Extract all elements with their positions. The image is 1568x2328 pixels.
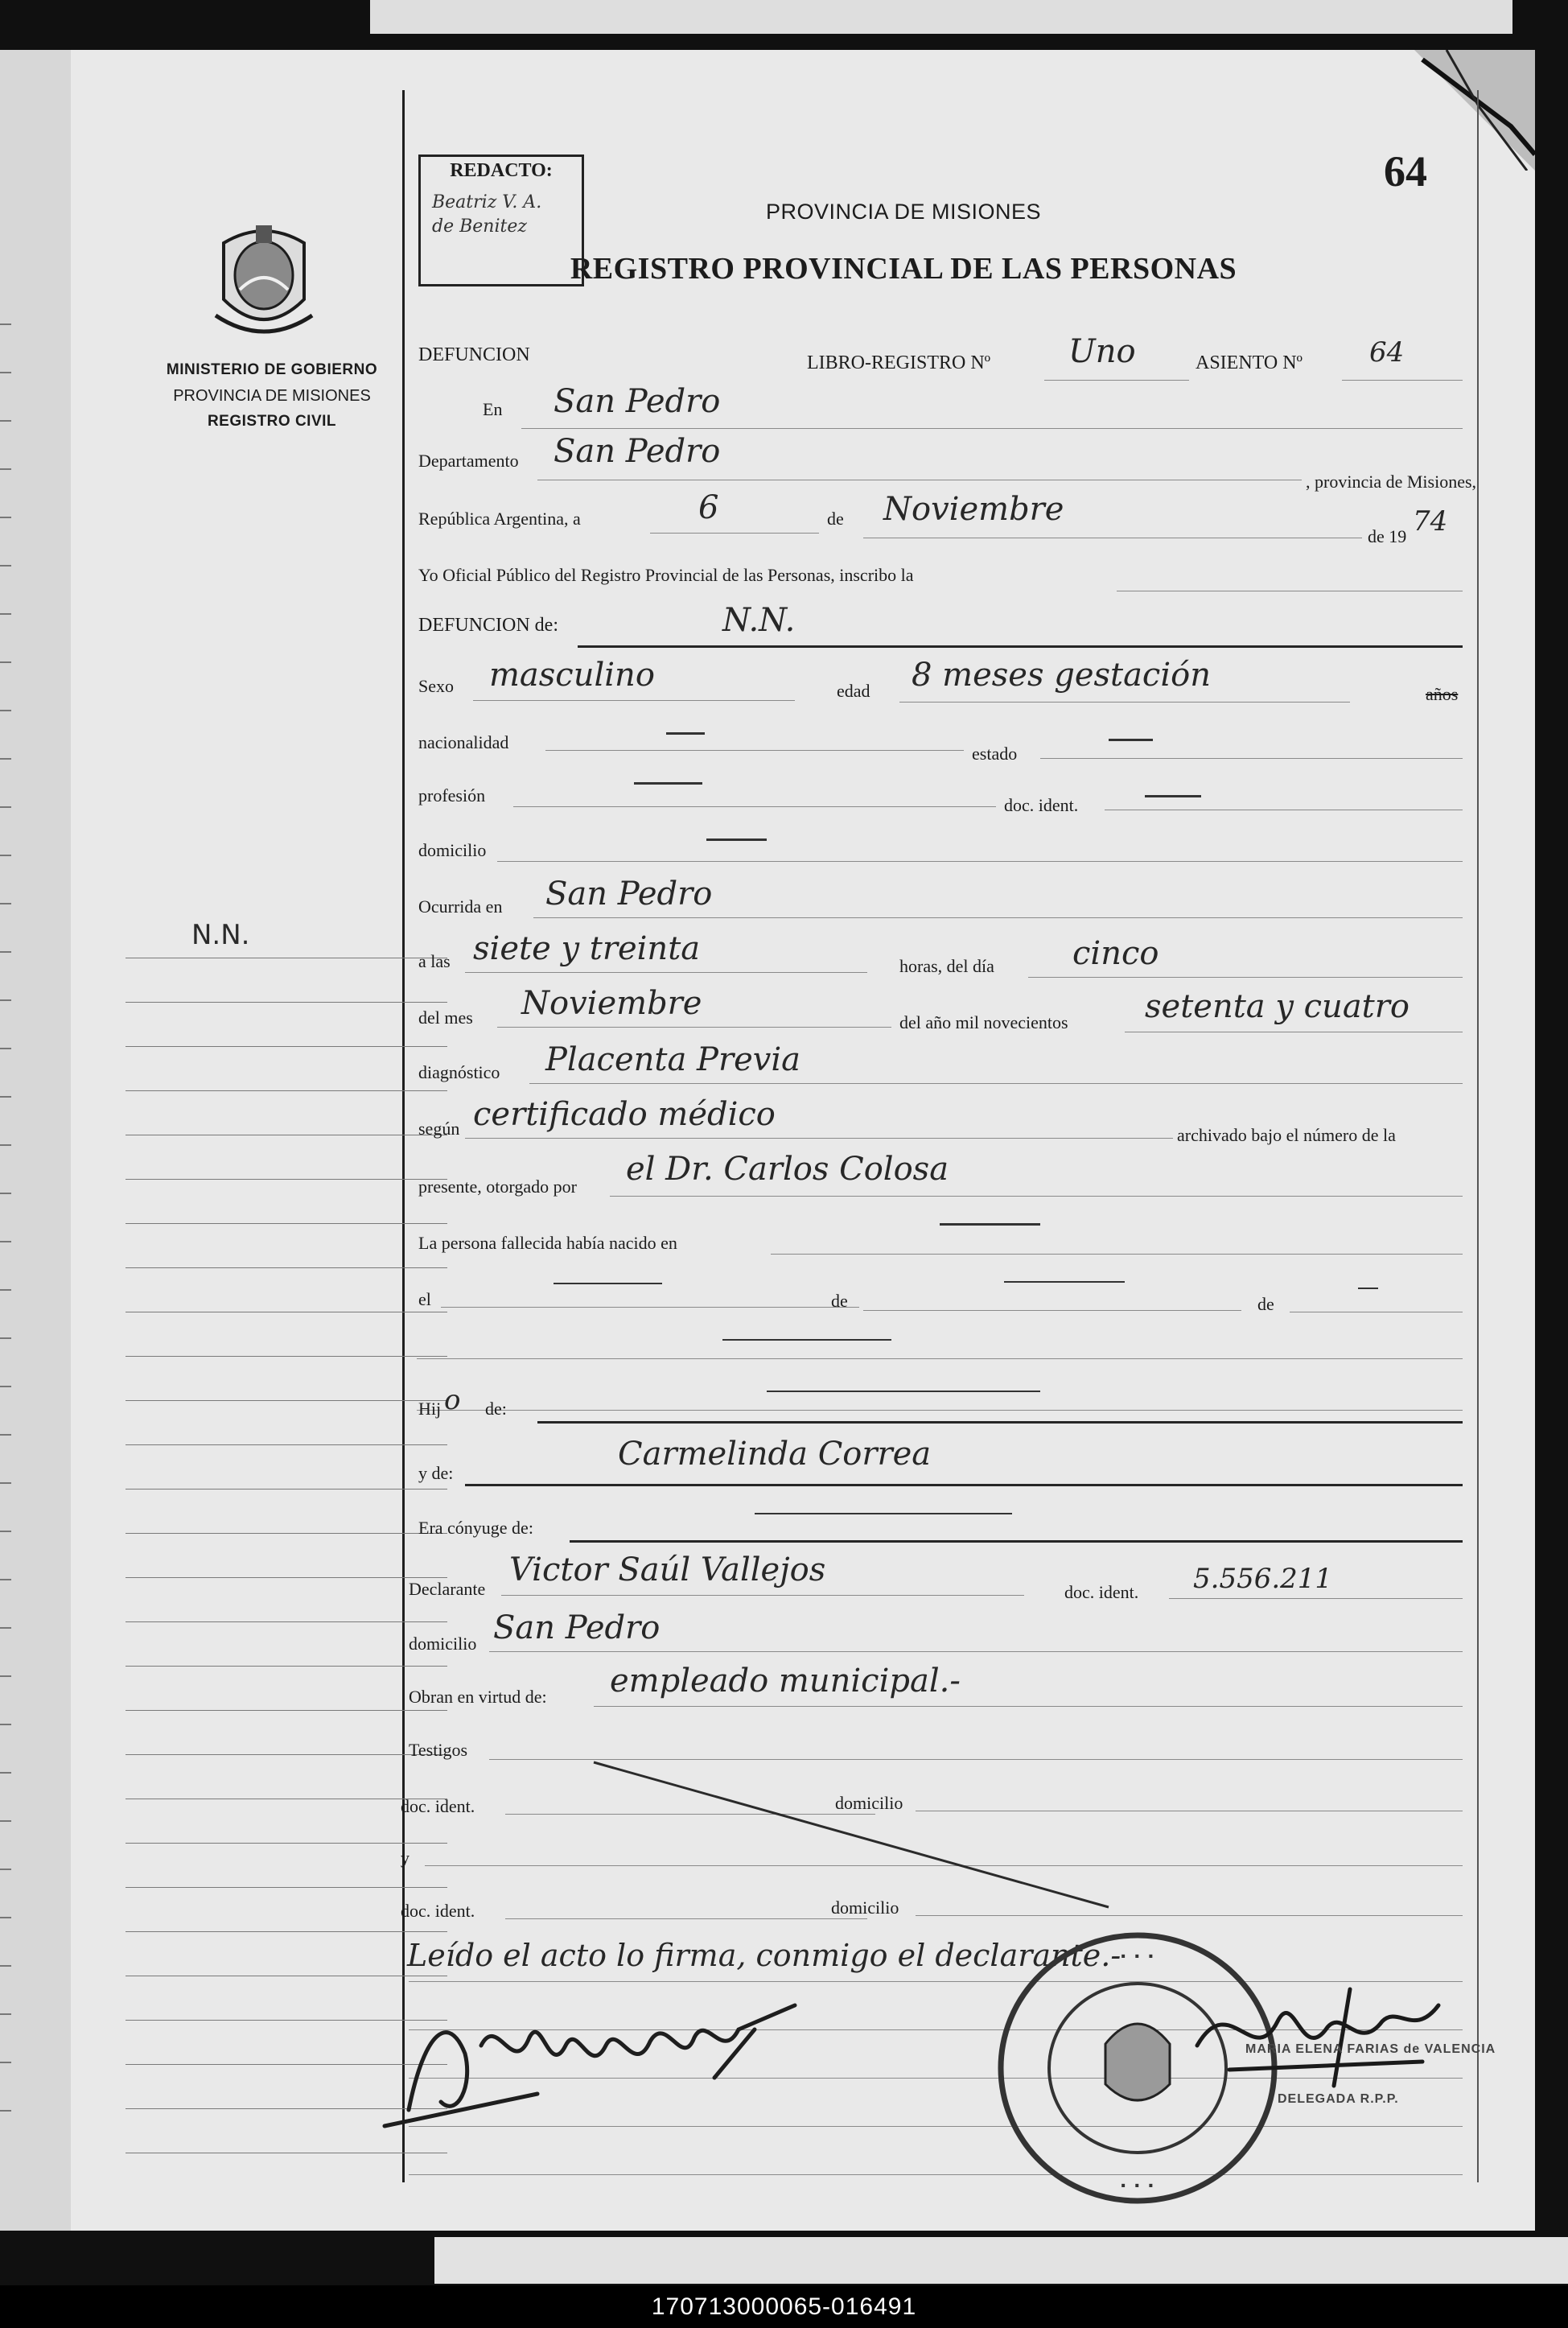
label-estado: estado xyxy=(972,744,1018,764)
label-hijo-de: de: xyxy=(485,1399,507,1419)
page-number: 64 xyxy=(1384,147,1427,196)
label-segun: según xyxy=(418,1119,460,1139)
label-sexo: Sexo xyxy=(418,676,454,696)
label-y-de: y de: xyxy=(418,1463,454,1483)
value-anio-letras: setenta y cuatro xyxy=(1145,988,1410,1025)
value-anio: 74 xyxy=(1413,505,1448,538)
label-presente: presente, otorgado por xyxy=(418,1176,577,1197)
label-conyuge: Era cónyuge de: xyxy=(418,1518,533,1538)
redacto-signature: Beatriz V. A. de Benitez xyxy=(432,192,542,237)
label-obran: Obran en virtud de: xyxy=(409,1687,547,1707)
province-title: PROVINCIA DE MISIONES xyxy=(765,200,1042,224)
label-domicilio-declarante: domicilio xyxy=(409,1634,477,1654)
value-diagnostico: Placenta Previa xyxy=(545,1041,800,1078)
label-del-ano: del año mil novecientos xyxy=(899,1012,1068,1032)
closing-text: Leído el acto lo firma, conmigo el declarante.- xyxy=(407,1938,1121,1973)
label-de-nacido-2: de xyxy=(1257,1294,1274,1314)
label-archivado: archivado bajo el número de la xyxy=(1177,1125,1396,1145)
declarant-signature xyxy=(377,1981,843,2142)
label-defuncion: DEFUNCION xyxy=(418,344,530,365)
label-doc-ident-testigo-1: doc. ident. xyxy=(401,1796,475,1816)
label-a-las: a las xyxy=(418,951,451,971)
label-el: el xyxy=(418,1289,431,1309)
label-testigos: Testigos xyxy=(409,1740,468,1760)
svg-text:· · ·: · · · xyxy=(1120,2173,1155,2198)
label-en: En xyxy=(483,399,503,419)
stamp-name: MARIA ELENA FARIAS de VALENCIA xyxy=(1245,2042,1496,2056)
cancel-stroke xyxy=(586,1754,1117,1915)
label-declarante: Declarante xyxy=(409,1579,486,1599)
label-republica: República Argentina, a xyxy=(418,509,581,529)
value-obran: empleado municipal.- xyxy=(610,1663,961,1700)
label-domicilio-testigo-2: domicilio xyxy=(831,1897,899,1918)
coat-of-arms-icon xyxy=(208,219,320,348)
value-domicilio-declarante: San Pedro xyxy=(493,1609,661,1646)
value-segun: certificado médico xyxy=(473,1096,776,1133)
label-libro-registro: LIBRO-REGISTRO Nº xyxy=(807,352,991,373)
label-doc-ident-testigo-2: doc. ident. xyxy=(401,1901,475,1921)
stamp-role: DELEGADA R.P.P. xyxy=(1278,2092,1399,2106)
label-doc-ident-declarante: doc. ident. xyxy=(1064,1582,1139,1602)
label-domicilio: domicilio xyxy=(418,840,487,860)
label-domicilio-testigo-1: domicilio xyxy=(835,1793,903,1813)
redacto-box: REDACTO: Beatriz V. A. de Benitez xyxy=(418,155,584,286)
value-departamento: San Pedro xyxy=(554,433,721,470)
value-dia-del: cinco xyxy=(1072,935,1159,972)
value-declarante-doc: 5.556.211 xyxy=(1193,1563,1333,1595)
label-y-testigo: y xyxy=(401,1848,409,1868)
label-persona-nacido: La persona fallecida había nacido en xyxy=(418,1233,677,1253)
official-signature xyxy=(1181,1973,1471,2102)
value-defuncion-de: N.N. xyxy=(722,602,796,639)
right-border-rule xyxy=(1477,90,1479,2182)
value-asiento: 64 xyxy=(1369,336,1405,369)
value-libro: Uno xyxy=(1068,333,1136,370)
left-page-edge xyxy=(0,50,80,2231)
label-de: de xyxy=(827,509,844,529)
label-hijo: Hij xyxy=(418,1399,442,1419)
svg-text:· · ·: · · · xyxy=(1120,1943,1155,1968)
value-a-las: siete y treinta xyxy=(473,930,701,967)
register-page xyxy=(71,50,1535,2231)
ministry-heading: MINISTERIO DE GOBIERNO PROVINCIA DE MISIONES REGISTRO CIVIL xyxy=(166,361,378,430)
label-edad: edad xyxy=(837,681,870,701)
label-horas-del-dia: horas, del día xyxy=(899,956,994,976)
registry-title: REGISTRO PROVINCIAL DE LAS PERSONAS xyxy=(570,252,1237,286)
value-del-mes: Noviembre xyxy=(521,985,702,1022)
label-asiento: ASIENTO Nº xyxy=(1196,352,1303,373)
label-de-nacido-1: de xyxy=(831,1291,848,1311)
value-otorgado-por: el Dr. Carlos Colosa xyxy=(626,1151,949,1188)
label-doc-ident: doc. ident. xyxy=(1004,795,1079,815)
value-sexo: masculino xyxy=(489,657,655,694)
value-en: San Pedro xyxy=(554,383,721,420)
value-edad: 8 meses gestación xyxy=(912,657,1211,694)
label-diagnostico: diagnóstico xyxy=(418,1062,500,1082)
label-anos: años xyxy=(1426,684,1459,704)
value-ocurrida-en: San Pedro xyxy=(545,876,713,913)
adjacent-page-strip xyxy=(370,0,1512,34)
label-nacionalidad: nacionalidad xyxy=(418,732,509,752)
label-defuncion-de: DEFUNCION de: xyxy=(418,615,558,636)
margin-name: N.N. xyxy=(191,919,250,951)
value-dia: 6 xyxy=(698,489,719,526)
value-declarante: Victor Saúl Vallejos xyxy=(509,1551,826,1588)
label-departamento: Departamento xyxy=(418,451,519,471)
label-yo-oficial: Yo Oficial Público del Registro Provincial de las Personas, inscribo la xyxy=(418,565,914,585)
value-y-de: Carmelinda Correa xyxy=(618,1436,932,1473)
value-hijo-suffix: o xyxy=(444,1384,461,1416)
label-profesion: profesión xyxy=(418,785,486,806)
label-del-mes: del mes xyxy=(418,1007,473,1028)
adjacent-page-bottom xyxy=(434,2237,1568,2284)
label-ocurrida-en: Ocurrida en xyxy=(418,896,503,917)
image-id-footer: 170713000065-016491 xyxy=(0,2285,1568,2328)
folded-corner xyxy=(1414,50,1535,171)
label-de-19: de 19 xyxy=(1368,526,1407,546)
label-provincia-misiones: , provincia de Misiones, xyxy=(1306,472,1477,492)
value-mes: Noviembre xyxy=(883,491,1064,528)
